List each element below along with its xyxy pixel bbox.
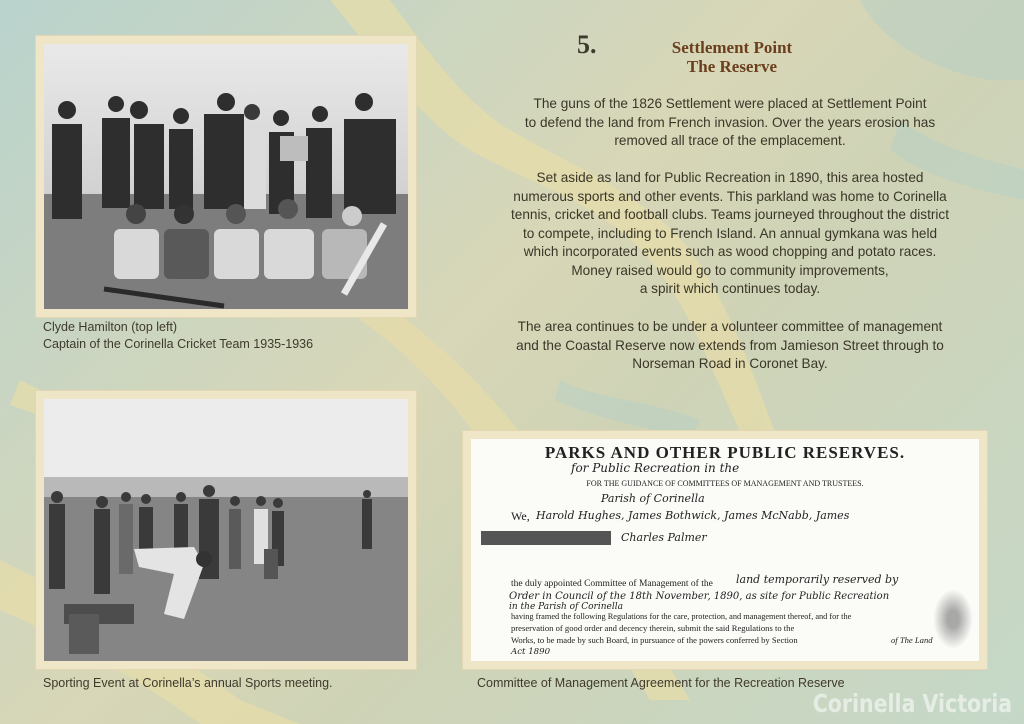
sports-event-photo-frame [36, 391, 416, 669]
cricket-team-photo-frame [36, 36, 416, 317]
cricket-team-photo [44, 44, 408, 309]
document-handwritten-names2: Charles Palmer [621, 531, 707, 544]
paragraph-line: Norseman Road in Coronet Bay. [632, 356, 828, 371]
paragraph-recreation [470, 169, 990, 299]
document-handwritten-names: Harold Hughes, James Bothwick, James McNabb, James [536, 509, 850, 522]
paragraph-history [470, 95, 990, 151]
cricket-team-caption [43, 319, 423, 353]
page-title [620, 38, 844, 76]
document-body-line5: Act 1890 [511, 647, 551, 657]
caption-team-line2: Captain of the Corinella Cricket Team 1935-1936 [43, 337, 314, 351]
paragraph-line: The guns of the 1826 Settlement were placed at Settlement Point [533, 96, 927, 111]
document-heading: PARKS AND OTHER PUBLIC RESERVES. [544, 443, 906, 462]
paragraph-committee [470, 318, 990, 374]
document-redaction-bar [481, 531, 611, 545]
document-body-line3: preservation of good order and decency therein, submit the said Regulations to the [511, 623, 795, 633]
document-handwritten-parish: Parish of Corinella [601, 492, 705, 505]
paragraph-line: Money raised would go to community improvements, [571, 262, 889, 278]
caption-team-line1: Clyde Hamilton (top left) [43, 320, 178, 334]
title-line2: The Reserve [686, 57, 778, 76]
document-handwritten-purpose: for Public Recreation in the [571, 461, 740, 475]
paragraph-line: numerous sports and other events. This parkland was home to Corinella [513, 188, 947, 204]
document-body-line1: the duly appointed Committee of Management of the [511, 579, 713, 589]
document-body-line4b: of The Land [891, 635, 933, 645]
document-ink-smudge [933, 589, 973, 649]
document-subheading: FOR THE GUIDANCE OF COMMITTEES OF MANAGEMENT AND TRUSTEES. [586, 479, 864, 488]
section-number: 5. [577, 30, 597, 59]
sports-event-caption: Sporting Event at Corinella’s annual Sports meeting. [43, 676, 333, 690]
document-we-prefix: We, [511, 509, 530, 523]
document-handwritten-order: Order in Council of the 18th November, 1890, as site for Public Recreation [509, 591, 890, 602]
paragraph-line: a spirit which continues today. [639, 281, 821, 296]
document-body-line4: Works, to be made by such Board, in pursuance of the powers conferred by Section [511, 635, 798, 645]
document-body-line2: having framed the following Regulations for the care, protection, and management thereof, and for the [511, 612, 852, 621]
document-handwritten-land: land temporarily reserved by [736, 573, 899, 586]
paragraph-line: which incorporated events such as wood chopping and potato races. [523, 244, 937, 259]
paragraph-line: to compete, including to French Island. An annual gymkana was held [522, 225, 938, 241]
committee-agreement-document [471, 439, 979, 661]
paragraph-line: tennis, cricket and football clubs. Teams journeyed throughout the district [510, 207, 949, 222]
title-line1: Settlement Point [671, 38, 793, 57]
paragraph-line: The area continues to be under a volunteer committee of management [517, 319, 943, 334]
paragraph-line: Set aside as land for Public Recreation in 1890, this area hosted [536, 170, 924, 185]
paragraph-line: and the Coastal Reserve now extends from Jamieson Street through to [516, 337, 944, 353]
document-handwritten-parish2: in the Parish of Corinella [509, 602, 623, 612]
paragraph-line: removed all trace of the emplacement. [614, 133, 846, 148]
committee-agreement-caption: Committee of Management Agreement for the Recreation Reserve [477, 676, 845, 690]
sports-event-photo [44, 399, 408, 661]
watermark: Corinella Victoria [812, 689, 1012, 718]
committee-agreement-frame [463, 431, 987, 669]
paragraph-line: to defend the land from French invasion. Over the years erosion has [524, 114, 936, 130]
